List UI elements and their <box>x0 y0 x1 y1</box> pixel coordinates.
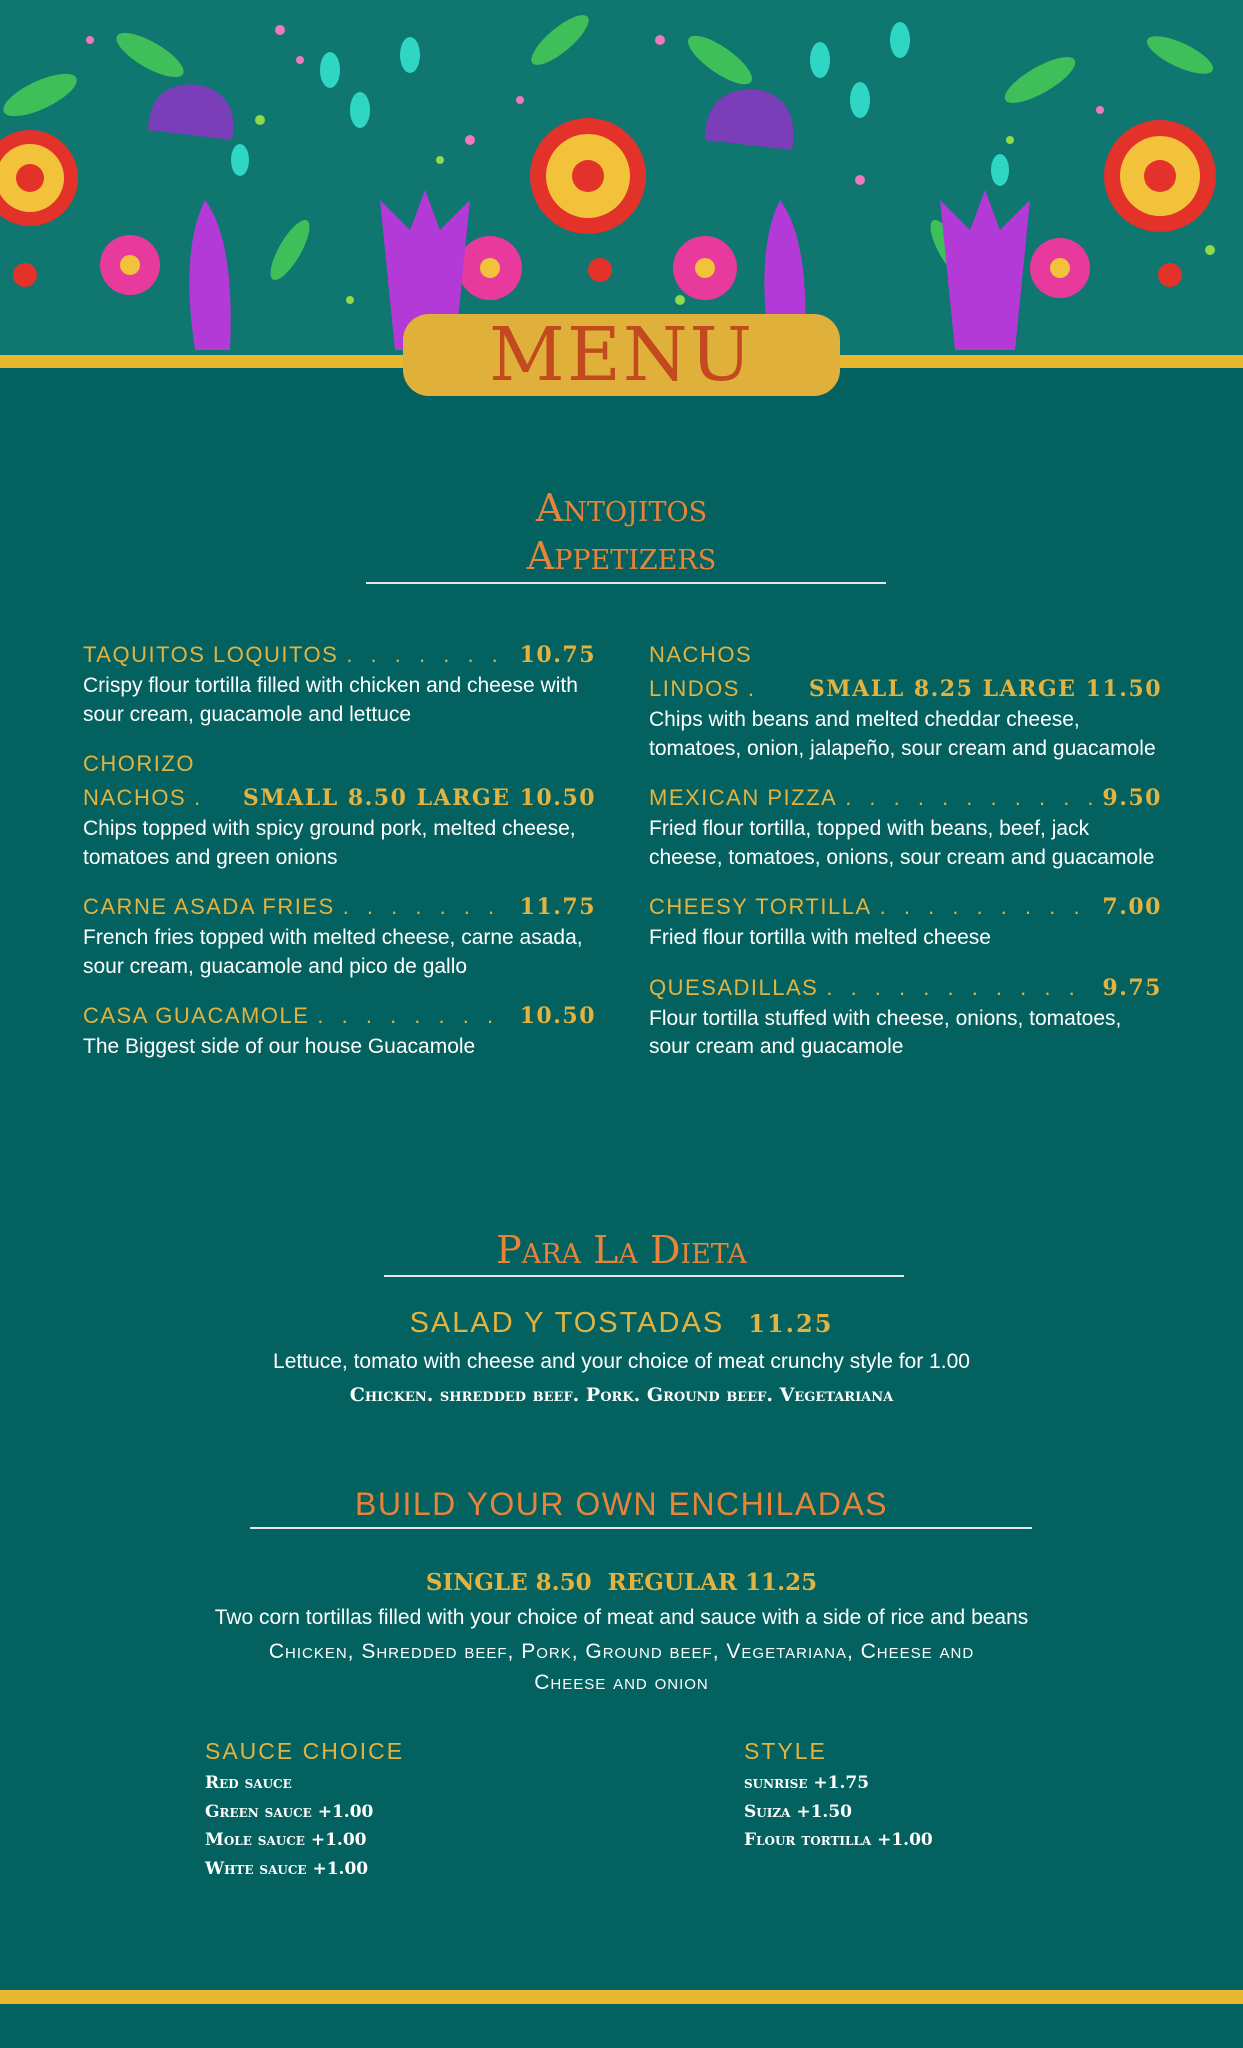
menu-item <box>83 890 596 981</box>
sauce-choice-title: SAUCE CHOICE <box>205 1738 405 1764</box>
leader-dots <box>194 781 218 815</box>
list-item: Whte sauce +1.00 <box>205 1858 369 1879</box>
item-price: 10.50 <box>519 1003 596 1029</box>
enchiladas-details <box>0 1564 1243 1698</box>
style-title: STYLE <box>744 1738 827 1764</box>
leader-dots <box>343 890 512 924</box>
list-item: Red sauce <box>205 1773 292 1793</box>
appetizers-title-line1: Antojitos <box>535 486 708 530</box>
item-name: NACHOS <box>83 785 187 810</box>
enchiladas-prices: SINGLE 8.50 REGULAR 11.25 <box>425 1569 818 1596</box>
item-description: Chips with beans and melted cheddar cheese, tomatoes, onion, jalapeño, sour cream and guacamole <box>649 708 1156 760</box>
item-name: TAQUITOS LOQUITOS <box>83 642 339 667</box>
appetizers-divider <box>366 582 886 584</box>
menu-title: MENU <box>489 312 754 398</box>
list-item: Green sauce +1.00 <box>205 1801 374 1822</box>
item-name: CHEESY TORTILLA <box>649 894 872 919</box>
enchiladas-heading: BUILD YOUR OWN ENCHILADAS <box>355 1486 888 1522</box>
list-item: sunrise +1.75 <box>744 1773 870 1793</box>
item-name: CASA GUACAMOLE <box>83 1003 310 1028</box>
appetizers-heading <box>0 484 1243 580</box>
enchiladas-meats-line1: Chicken, Shredded beef, Pork, Ground beef, Vegetariana, Cheese and <box>268 1640 975 1663</box>
dieta-meat-choices: Chicken. shredded beef. Pork. Ground beef. Vegetariana <box>349 1384 894 1406</box>
enchiladas-description: Two corn tortillas filled with your choice of meat and sauce with a side of rice and beans <box>214 1606 1029 1629</box>
menu-item <box>83 638 596 729</box>
appetizers-title-line2: Appetizers <box>526 534 717 578</box>
menu-item <box>649 781 1162 872</box>
list-item: Flour tortilla +1.00 <box>744 1830 933 1850</box>
item-name: LINDOS <box>649 676 740 701</box>
item-price: SMALL 8.25 LARGE 11.50 <box>808 676 1162 702</box>
leader-dots <box>748 672 772 706</box>
item-price: SMALL 8.50 LARGE 10.50 <box>242 785 596 811</box>
item-price: 9.75 <box>1102 974 1162 1001</box>
item-description: Flour tortilla stuffed with cheese, onions, tomatoes, sour cream and guacamole <box>649 1006 1122 1058</box>
menu-item <box>649 971 1162 1062</box>
leader-dots <box>845 781 1094 815</box>
style-list <box>744 1738 933 1855</box>
bottom-gold-bar <box>0 1990 1243 2004</box>
list-item: Suiza +1.50 <box>744 1801 852 1822</box>
item-name: MEXICAN PIZZA <box>649 785 838 810</box>
item-description: Chips topped with spicy ground pork, melted cheese, tomatoes and green onions <box>83 817 576 869</box>
dieta-item <box>0 1303 1243 1412</box>
item-description: Fried flour tortilla, topped with beans, beef, jack cheese, tomatoes, onions, sour cream and guacamole <box>649 817 1155 869</box>
enchiladas-meats-line2: Cheese and onion <box>534 1671 709 1694</box>
item-name: CARNE ASADA FRIES <box>83 894 335 919</box>
dieta-description: Lettuce, tomato with cheese and your choice of meat crunchy style for 1.00 <box>273 1350 970 1373</box>
item-description: French fries topped with melted cheese, carne asada, sour cream, guacamole and pico de gallo <box>83 926 583 978</box>
menu-title-pill <box>403 314 840 396</box>
item-name-line1: CHORIZO <box>83 751 195 776</box>
menu-item <box>83 999 596 1062</box>
item-description: Crispy flour tortilla filled with chicken and cheese with sour cream, guacamole and lettuce <box>83 674 578 726</box>
enchiladas-divider <box>250 1527 1032 1529</box>
item-name-line1: NACHOS <box>649 642 753 667</box>
list-item: Mole sauce +1.00 <box>205 1830 367 1850</box>
menu-item <box>649 638 1162 763</box>
appetizers-left-column <box>83 638 596 1080</box>
leader-dots <box>346 638 511 672</box>
menu-item <box>83 747 596 872</box>
item-price: 11.75 <box>519 894 596 920</box>
sauce-choice-list <box>205 1738 404 1883</box>
dieta-item-name: SALAD Y TOSTADAS <box>409 1307 725 1339</box>
dieta-heading: Para La Dieta <box>496 1228 747 1272</box>
item-price: 10.75 <box>519 642 596 668</box>
leader-dots <box>317 999 511 1033</box>
item-name: QUESADILLAS <box>649 974 819 1000</box>
dieta-item-price: 11.25 <box>748 1309 834 1338</box>
leader-dots <box>880 890 1095 924</box>
appetizers-right-column <box>649 638 1162 1080</box>
dieta-divider <box>384 1275 904 1277</box>
leader-dots <box>826 971 1094 1005</box>
item-description: Fried flour tortilla with melted cheese <box>649 926 991 949</box>
menu-item <box>649 890 1162 953</box>
item-description: The Biggest side of our house Guacamole <box>83 1035 476 1058</box>
item-price: 9.50 <box>1102 785 1162 811</box>
item-price: 7.00 <box>1102 894 1162 920</box>
